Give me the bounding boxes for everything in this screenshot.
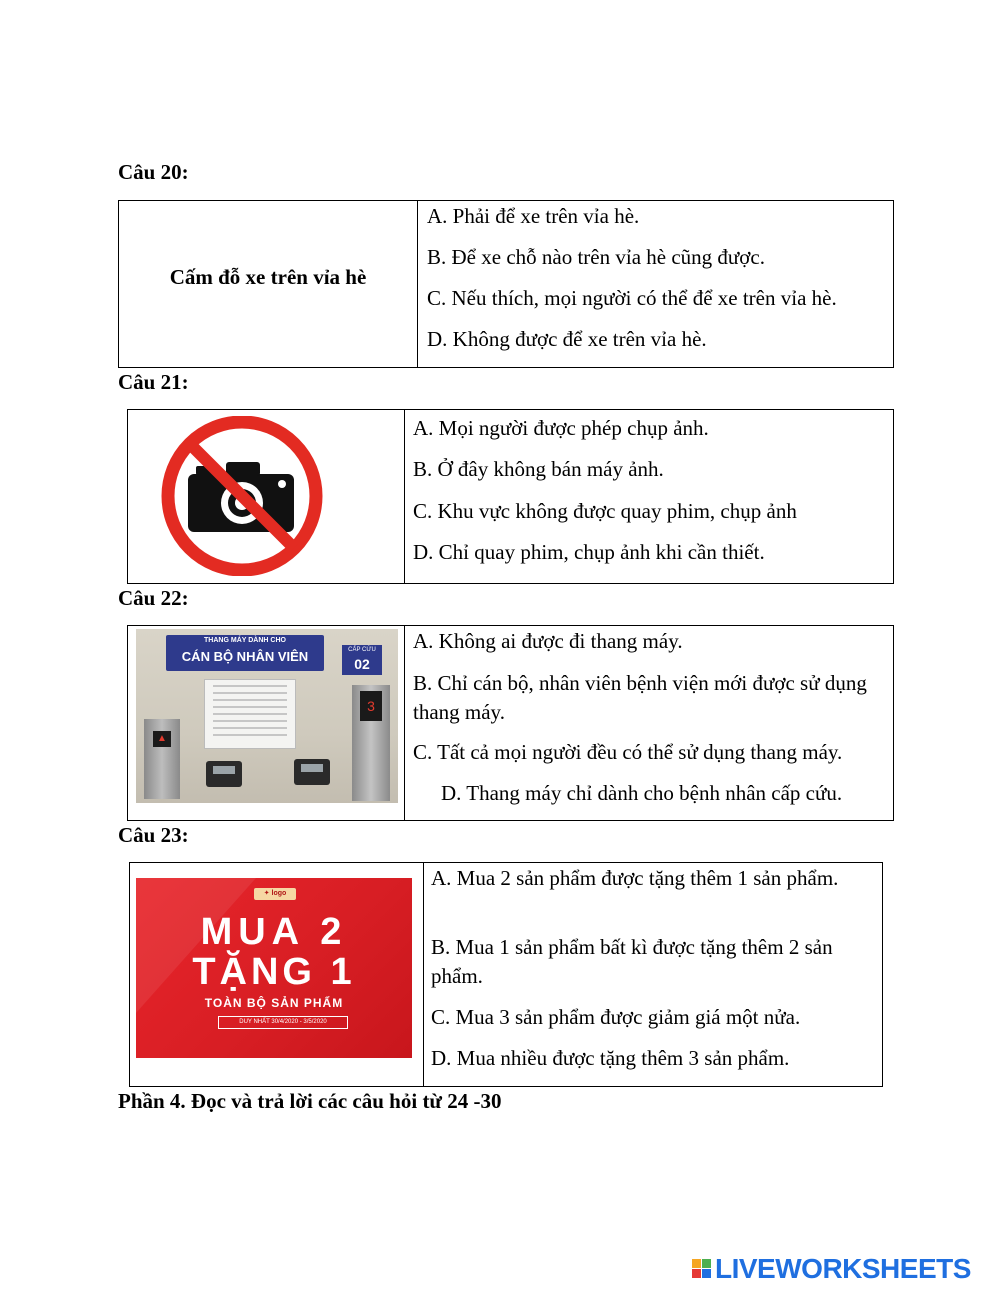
question-21-option-d[interactable]: D. Chỉ quay phim, chụp ảnh khi cần thiết.	[413, 540, 765, 564]
elevator-tag-line1: CẤP CỨU	[348, 647, 376, 653]
question-22-option-b[interactable]: B. Chỉ cán bộ, nhân viên bệnh viện mới được sử dụng thang máy.	[413, 671, 867, 724]
question-22-label: Câu 22:	[118, 586, 189, 610]
question-22-option-c[interactable]: C. Tất cả mọi người đều có thể sử dụng thang máy.	[413, 740, 843, 764]
elevator-button-panel-left: ▲	[144, 719, 180, 799]
notice-paper	[204, 679, 296, 749]
elevator-sign-line2: CÁN BỘ NHÂN VIÊN	[181, 649, 309, 664]
question-20-option-c[interactable]: C. Nếu thích, mọi người có thể để xe trên vỉa hè.	[427, 286, 837, 310]
question-22-box	[127, 625, 894, 821]
question-22-option-d[interactable]: D. Thang máy chỉ dành cho bệnh nhân cấp cứu.	[441, 781, 843, 805]
elevator-sign	[166, 635, 324, 671]
question-20-option-b[interactable]: B. Để xe chỗ nào trên vỉa hè cũng được.	[427, 245, 765, 269]
no-camera-sign-icon	[142, 416, 342, 576]
elevator-photo	[136, 629, 398, 803]
question-23-options	[431, 863, 882, 1086]
liveworksheets-blocks-icon	[692, 1259, 712, 1279]
question-23-option-d[interactable]: D. Mua nhiều được tặng thêm 3 sản phẩm.	[431, 1046, 790, 1070]
question-20-label: Câu 20:	[118, 160, 189, 184]
promo-line3: TOÀN BỘ SẢN PHẨM	[204, 996, 344, 1010]
elevator-tag	[342, 645, 382, 675]
question-21-image-cell	[128, 410, 405, 583]
question-21-options	[413, 410, 893, 583]
elevator-tag-line2: 02	[354, 656, 370, 672]
question-21-option-c[interactable]: C. Khu vực không được quay phim, chụp ảnh	[413, 499, 797, 523]
promo-line1: MUA 2	[200, 911, 348, 953]
floor-display: 3	[360, 691, 382, 721]
question-21-label: Câu 21:	[118, 370, 189, 394]
elevator-sign-line1: THANG MÁY DÀNH CHO	[204, 637, 286, 644]
question-23-option-b[interactable]: B. Mua 1 sản phẩm bất kì được tặng thêm 2 sản phẩm.	[431, 935, 833, 988]
question-23-option-a[interactable]: A. Mua 2 sản phẩm được tặng thêm 1 sản phẩm.	[431, 866, 839, 890]
section-heading: Phần 4. Đọc và trả lời các câu hỏi từ 24 -30	[118, 1089, 502, 1113]
question-20-caption: Cấm đỗ xe trên vỉa hè	[169, 265, 367, 289]
question-22-image-cell	[128, 626, 405, 820]
card-reader-right	[294, 759, 330, 785]
liveworksheets-wordmark: LIVEWORKSHEETS	[715, 1253, 971, 1284]
card-reader-left	[206, 761, 242, 787]
question-23-label: Câu 23:	[118, 823, 189, 847]
question-21-option-b[interactable]: B. Ở đây không bán máy ảnh.	[413, 457, 664, 481]
store-logo: ✦ logo	[254, 888, 296, 900]
question-21-option-a[interactable]: A. Mọi người được phép chụp ảnh.	[413, 416, 709, 440]
question-21-box	[127, 409, 894, 584]
question-22-option-a[interactable]: A. Không ai được đi thang máy.	[413, 629, 683, 653]
question-20-options	[427, 201, 893, 367]
promo-line2: TẶNG 1	[192, 951, 356, 993]
question-23-box	[129, 862, 883, 1087]
question-20-prompt-cell	[119, 201, 418, 367]
promo-date: DUY NHẤT 30/4/2020 - 3/5/2020	[218, 1016, 348, 1029]
question-23-option-c[interactable]: C. Mua 3 sản phẩm được giảm giá một nửa.	[431, 1005, 801, 1029]
promo-banner	[136, 878, 412, 1058]
question-20-option-a[interactable]: A. Phải để xe trên vỉa hè.	[427, 204, 640, 228]
question-20-option-d[interactable]: D. Không được để xe trên vỉa hè.	[427, 327, 707, 351]
elevator-button-panel-right	[352, 685, 390, 801]
question-22-options	[413, 626, 893, 820]
question-20-box	[118, 200, 894, 368]
question-23-image-cell	[130, 863, 424, 1086]
